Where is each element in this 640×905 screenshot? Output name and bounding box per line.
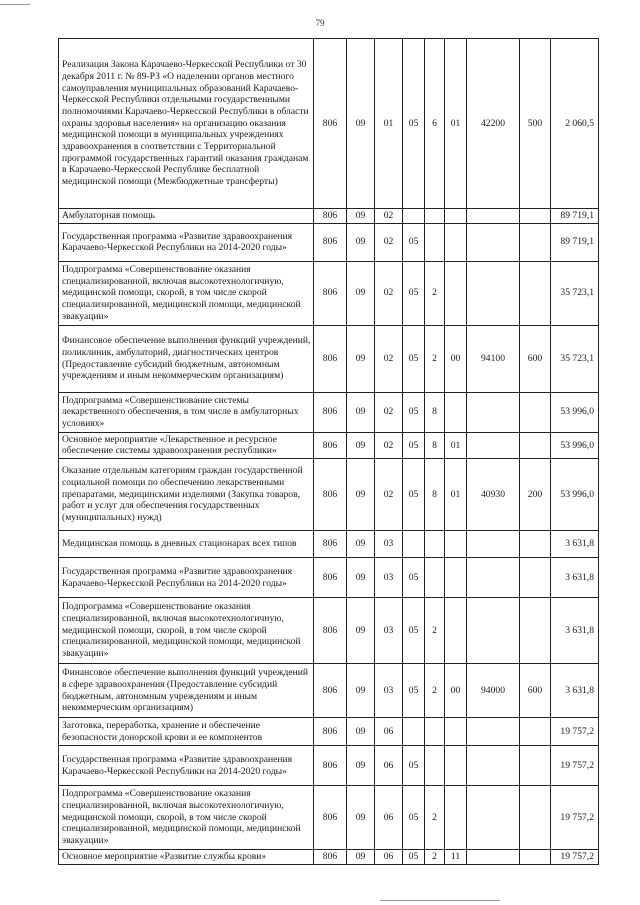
- col-target-3: 01: [445, 459, 467, 531]
- col-sum: 19 757,2: [551, 718, 599, 746]
- col-target-4: 94100: [467, 325, 520, 392]
- col-rz: 09: [347, 718, 375, 746]
- col-pr: 03: [375, 531, 403, 558]
- col-target-4: [467, 432, 520, 458]
- col-target-2: [425, 223, 445, 261]
- col-sum: 89 719,1: [551, 223, 599, 261]
- col-target-4: 42200: [467, 39, 520, 209]
- row-description: Подпрограмма «Совершенствование системы лекарственного обеспечения, в том числе в амбулаторных условиях»: [59, 392, 314, 432]
- col-target-3: 00: [445, 325, 467, 392]
- col-target-2: 8: [425, 459, 445, 531]
- row-description: Оказание отдельным категориям граждан государственной социальной помощи по обеспечению лекарственными препаратами, медицинскими изделиями (Закупка товаров, работ и услуг для обеспечения государственных (муниципальных) нужд): [59, 459, 314, 531]
- col-target-4: [467, 786, 520, 850]
- col-pr: 06: [375, 786, 403, 850]
- col-pr: 03: [375, 598, 403, 664]
- col-target-4: [467, 718, 520, 746]
- col-pr: 06: [375, 746, 403, 786]
- col-ved: 806: [314, 209, 347, 224]
- col-pr: 01: [375, 39, 403, 209]
- col-sum: 2 060,5: [551, 39, 599, 209]
- col-pr: 02: [375, 223, 403, 261]
- table-row: [59, 850, 599, 865]
- table-row: [59, 718, 599, 746]
- col-target-4: [467, 392, 520, 432]
- col-target-1: [403, 209, 425, 224]
- col-target-2: 2: [425, 786, 445, 850]
- col-target-4: [467, 850, 520, 865]
- col-ved: 806: [314, 392, 347, 432]
- row-description: Реализация Закона Карачаево-Черкесской Республики от 30 декабря 2011 г. № 89-РЗ «О наделении органов местного самоуправления муниципальных образований Карачаево-Черкесской Республики отдельными государственными полномочиями Карачаево-Черкесской Республики в области охраны здоровья населения» на организацию оказания медицинской помощи в муниципальных учреждениях здравоохранения в соответствии с Территориальной программой государственных гарантий оказания гражданам в Карачаево-Черкесской Республике бесплатной медицинской помощи (Межбюджетные трансферты): [59, 39, 314, 209]
- col-target-1: 05: [403, 558, 425, 598]
- col-target-3: [445, 718, 467, 746]
- col-ved: 806: [314, 531, 347, 558]
- col-rz: 09: [347, 850, 375, 865]
- col-target-2: 2: [425, 850, 445, 865]
- col-rz: 09: [347, 531, 375, 558]
- col-sum: 19 757,2: [551, 850, 599, 865]
- row-description: Подпрограмма «Совершенствование оказания специализированной, включая высокотехнологичную, медицинской помощи, скорой, в том числе скорой специализированной, медицинской помощи, медицинской эвакуации»: [59, 786, 314, 850]
- col-target-1: 05: [403, 392, 425, 432]
- col-sum: 35 723,1: [551, 261, 599, 325]
- row-description: Государственная программа «Развитие здравоохранения Карачаево-Черкесской Республики на 2014-2020 годы»: [59, 223, 314, 261]
- col-target-3: [445, 392, 467, 432]
- col-sum: 19 757,2: [551, 786, 599, 850]
- col-target-3: 01: [445, 39, 467, 209]
- row-description: Финансовое обеспечение выполнения функций учреждений в сфере здравоохранения (Предоставление субсидий бюджетным, автономным учреждениям и иным некоммерческим организациям): [59, 664, 314, 718]
- col-target-4: 40930: [467, 459, 520, 531]
- col-rz: 09: [347, 209, 375, 224]
- col-target-2: [425, 558, 445, 598]
- col-ved: 806: [314, 558, 347, 598]
- col-sum: 53 996,0: [551, 459, 599, 531]
- col-vr: [520, 209, 551, 224]
- col-target-1: [403, 718, 425, 746]
- col-target-2: 2: [425, 261, 445, 325]
- col-sum: 3 631,8: [551, 558, 599, 598]
- col-rz: 09: [347, 786, 375, 850]
- col-target-1: 05: [403, 459, 425, 531]
- col-target-1: 05: [403, 664, 425, 718]
- col-target-2: 6: [425, 39, 445, 209]
- col-rz: 09: [347, 746, 375, 786]
- col-vr: [520, 786, 551, 850]
- row-description: Государственная программа «Развитие здравоохранения Карачаево-Черкесской Республики на 2014-2020 годы»: [59, 746, 314, 786]
- col-target-2: [425, 746, 445, 786]
- col-vr: [520, 558, 551, 598]
- col-target-3: [445, 531, 467, 558]
- col-ved: 806: [314, 746, 347, 786]
- col-sum: 3 631,8: [551, 598, 599, 664]
- col-target-4: [467, 223, 520, 261]
- col-target-2: 2: [425, 598, 445, 664]
- col-rz: 09: [347, 558, 375, 598]
- col-sum: 3 631,8: [551, 531, 599, 558]
- col-target-3: 01: [445, 432, 467, 458]
- col-target-3: [445, 558, 467, 598]
- row-description: Финансовое обеспечение выполнения функций учреждений, поликлиник, амбулаторий, диагностических центров (Предоставление субсидий бюджетным, автономным учреждениям и иным некоммерческим организациям): [59, 325, 314, 392]
- row-description: Медицинская помощь в дневных стационарах всех типов: [59, 531, 314, 558]
- col-pr: 02: [375, 432, 403, 458]
- col-ved: 806: [314, 786, 347, 850]
- col-pr: 02: [375, 459, 403, 531]
- col-sum: 3 631,8: [551, 664, 599, 718]
- col-vr: 200: [520, 459, 551, 531]
- col-rz: 09: [347, 325, 375, 392]
- col-target-3: 11: [445, 850, 467, 865]
- col-target-1: 05: [403, 786, 425, 850]
- col-target-3: 00: [445, 664, 467, 718]
- col-target-2: 2: [425, 325, 445, 392]
- col-target-4: [467, 598, 520, 664]
- col-vr: [520, 531, 551, 558]
- budget-table: [58, 38, 599, 865]
- table-row: [59, 746, 599, 786]
- row-description: Амбулаторная помощь: [59, 209, 314, 224]
- col-pr: 02: [375, 209, 403, 224]
- col-rz: 09: [347, 432, 375, 458]
- col-target-1: 05: [403, 223, 425, 261]
- table-row: [59, 664, 599, 718]
- col-ved: 806: [314, 432, 347, 458]
- table-row: [59, 598, 599, 664]
- col-pr: 03: [375, 664, 403, 718]
- scan-mark-bottom: [380, 900, 500, 901]
- col-ved: 806: [314, 598, 347, 664]
- table-row: [59, 223, 599, 261]
- col-vr: [520, 718, 551, 746]
- col-ved: 806: [314, 850, 347, 865]
- col-vr: [520, 432, 551, 458]
- col-target-2: [425, 718, 445, 746]
- row-description: Подпрограмма «Совершенствование оказания специализированной, включая высокотехнологичную, медицинской помощи, скорой, в том числе скорой специализированной, медицинской помощи, медицинской эвакуации»: [59, 598, 314, 664]
- col-rz: 09: [347, 223, 375, 261]
- col-target-4: [467, 558, 520, 598]
- col-target-1: 05: [403, 746, 425, 786]
- col-target-1: 05: [403, 39, 425, 209]
- col-ved: 806: [314, 459, 347, 531]
- col-rz: 09: [347, 39, 375, 209]
- col-target-2: 2: [425, 664, 445, 718]
- col-target-4: [467, 531, 520, 558]
- col-rz: 09: [347, 261, 375, 325]
- table-row: [59, 392, 599, 432]
- table-row: [59, 325, 599, 392]
- table-row: [59, 209, 599, 224]
- col-target-4: [467, 209, 520, 224]
- col-sum: 53 996,0: [551, 432, 599, 458]
- col-vr: [520, 850, 551, 865]
- col-sum: 35 723,1: [551, 325, 599, 392]
- col-ved: 806: [314, 718, 347, 746]
- col-target-4: 94000: [467, 664, 520, 718]
- col-vr: 600: [520, 664, 551, 718]
- col-vr: [520, 223, 551, 261]
- col-target-2: 8: [425, 432, 445, 458]
- table-row: [59, 531, 599, 558]
- col-rz: 09: [347, 392, 375, 432]
- col-target-3: [445, 223, 467, 261]
- table-row: [59, 786, 599, 850]
- col-pr: 06: [375, 718, 403, 746]
- col-pr: 03: [375, 558, 403, 598]
- table-row: [59, 459, 599, 531]
- col-target-1: 05: [403, 850, 425, 865]
- table-row: [59, 261, 599, 325]
- col-rz: 09: [347, 664, 375, 718]
- col-vr: 600: [520, 325, 551, 392]
- row-description: Основное мероприятие «Развитие службы крови»: [59, 850, 314, 865]
- table-row: [59, 39, 599, 209]
- row-description: Основное мероприятие «Лекарственное и ресурсное обеспечение системы здравоохранения республики»: [59, 432, 314, 458]
- row-description: Подпрограмма «Совершенствование оказания специализированной, включая высокотехнологичную, медицинской помощи, скорой, в том числе скорой специализированной, медицинской помощи, медицинской эвакуации»: [59, 261, 314, 325]
- row-description: Заготовка, переработка, хранение и обеспечение безопасности донорской крови и ее компонентов: [59, 718, 314, 746]
- col-target-1: 05: [403, 261, 425, 325]
- col-target-4: [467, 746, 520, 786]
- col-target-1: 05: [403, 432, 425, 458]
- col-rz: 09: [347, 598, 375, 664]
- scan-mark-top: [0, 4, 30, 5]
- col-target-2: 8: [425, 392, 445, 432]
- col-vr: [520, 746, 551, 786]
- col-target-3: [445, 786, 467, 850]
- col-ved: 806: [314, 261, 347, 325]
- col-target-1: 05: [403, 598, 425, 664]
- col-sum: 19 757,2: [551, 746, 599, 786]
- col-target-3: [445, 598, 467, 664]
- col-rz: 09: [347, 459, 375, 531]
- col-pr: 02: [375, 261, 403, 325]
- col-vr: 500: [520, 39, 551, 209]
- col-vr: [520, 261, 551, 325]
- col-ved: 806: [314, 664, 347, 718]
- col-sum: 89 719,1: [551, 209, 599, 224]
- col-pr: 02: [375, 325, 403, 392]
- col-target-4: [467, 261, 520, 325]
- table-row: [59, 558, 599, 598]
- col-ved: 806: [314, 325, 347, 392]
- col-ved: 806: [314, 39, 347, 209]
- col-sum: 53 996,0: [551, 392, 599, 432]
- table-row: [59, 432, 599, 458]
- col-target-2: [425, 209, 445, 224]
- col-target-3: [445, 209, 467, 224]
- col-target-3: [445, 261, 467, 325]
- page-number: 79: [315, 18, 325, 28]
- col-target-1: 05: [403, 325, 425, 392]
- col-target-3: [445, 746, 467, 786]
- col-vr: [520, 392, 551, 432]
- col-pr: 02: [375, 392, 403, 432]
- col-vr: [520, 598, 551, 664]
- col-pr: 06: [375, 850, 403, 865]
- col-target-2: [425, 531, 445, 558]
- col-target-1: [403, 531, 425, 558]
- col-ved: 806: [314, 223, 347, 261]
- row-description: Государственная программа «Развитие здравоохранения Карачаево-Черкесской Республики на 2014-2020 годы»: [59, 558, 314, 598]
